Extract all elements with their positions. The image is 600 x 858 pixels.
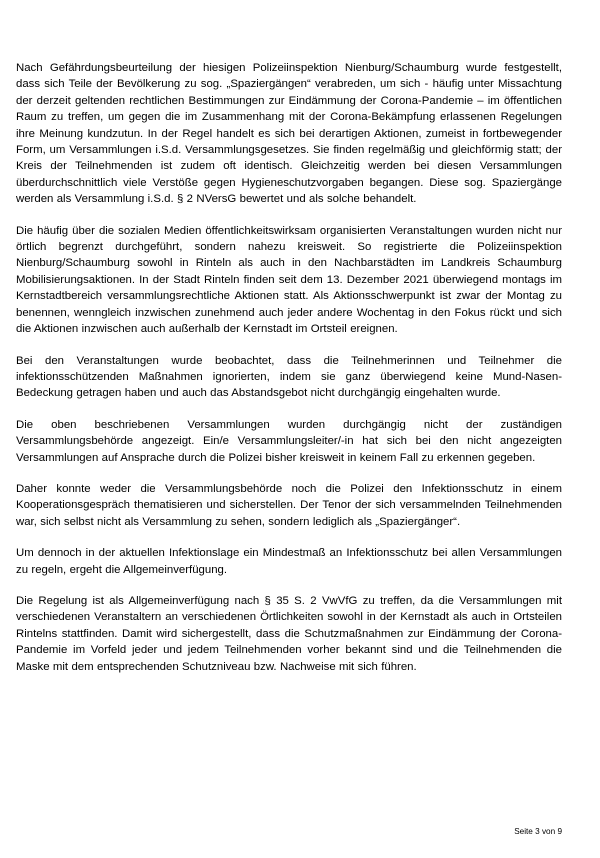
document-body [16, 60, 562, 675]
paragraph: Die Regelung ist als Allgemeinverfügung nach § 35 S. 2 VwVfG zu treffen, da die Versammlungen mit verschiedenen Veranstaltern an verschiedenen Örtlichkeiten sowohl in der Kernstadt als auch in Ortsteilen Rintelns stattfinden. Damit wird sichergestellt, dass die Schutzmaßnahmen zur Eindämmung der Corona-Pandemie im Vorfeld jeder und jedem Teilnehmenden vorher bekannt sind und die Teilnehmenden die Maske mit dem entsprechenden Schutzniveau bzw. Nachweise mit sich führen. [16, 594, 562, 673]
paragraph: Daher konnte weder die Versammlungsbehörde noch die Polizei den Infektionsschutz in einem Kooperationsgespräch thematisieren und sicherstellen. Der Tenor der sich versammelnden Teilnehmenden war, sich selbst nicht als Versammlung zu sehen, sondern lediglich als „Spaziergänger“. [16, 482, 562, 528]
paragraph: Die oben beschriebenen Versammlungen wurden durchgängig nicht der zuständigen Versammlungsbehörde angezeigt. Ein/e Versammlungsleiter/-in hat sich bei den nicht angezeigten Versammlungen auf Ansprache durch die Polizei bisher kreisweit in keinem Fall zu erkennen gegeben. [16, 418, 562, 464]
paragraph: Um dennoch in der aktuellen Infektionslage ein Mindestmaß an Infektionsschutz bei allen Versammlungen zu regeln, ergeht die Allgemeinverfügung. [16, 547, 562, 576]
page-footer: Seite 3 von 9 [514, 827, 562, 836]
paragraph: Bei den Veranstaltungen wurde beobachtet, dass die Teilnehmerinnen und Teilnehmer die infektionsschützenden Maßnahmen ignorierten, indem sie ganz überwiegend keine Mund-Nasen-Bedeckung getragen haben und auch das Abstandsgebot nicht durchgängig eingehalten wurde. [16, 354, 562, 400]
paragraph: Nach Gefährdungsbeurteilung der hiesigen Polizeiinspektion Nienburg/Schaumburg wurde festgestellt, dass sich Teile der Bevölkerung zu sog. „Spaziergängen“ verabreden, um sich - häufig unter Missachtung der derzeit geltenden rechtlichen Bestimmungen zur Eindämmung der Corona-Pandemie – im öffentlichen Raum zu treffen, um gegen die im Zusammenhang mit der Corona-Bekämpfung erlassenen Regelungen ihre Meinung kundzutun. In der Regel handelt es sich bei derartigen Aktionen, zumeist in fortbewegender Form, um Versammlungen i.S.d. Versammlungsgesetzes. Sie finden regelmäßig und gleichförmig statt; der Kreis der Teilnehmenden ist zudem oft identisch. Gleichzeitig werden bei diesen Versammlungen überdurchschnittlich viele Verstöße gegen Hygieneschutzvorgaben begangen. Diese sog. Spaziergänge werden als Versammlung i.S.d. § 2 NVersG bewertet und als solche behandelt. [16, 62, 562, 206]
paragraph: Die häufig über die sozialen Medien öffentlichkeitswirksam organisierten Veranstaltungen wurden nicht nur örtlich begrenzt durchgeführt, sondern nahezu kreisweit. So registrierte die Polizeiinspektion Nienburg/Schaumburg sowohl in Rinteln als auch in den Nachbarstädten im Landkreis Schaumburg Mobilisierungsaktionen. In der Stadt Rinteln finden seit dem 13. Dezember 2021 überwiegend montags im Kernstadtbereich versammlungsrechtliche Aktionen statt. Als Aktionsschwerpunkt ist zwar der Montag zu benennen, wenngleich inzwischen zunehmend auch jeder andere Wochentag in den Fokus rückt und sich die Aktionen inzwischen auch außerhalb der Kernstadt im Ortsteil ereignen. [16, 224, 562, 336]
